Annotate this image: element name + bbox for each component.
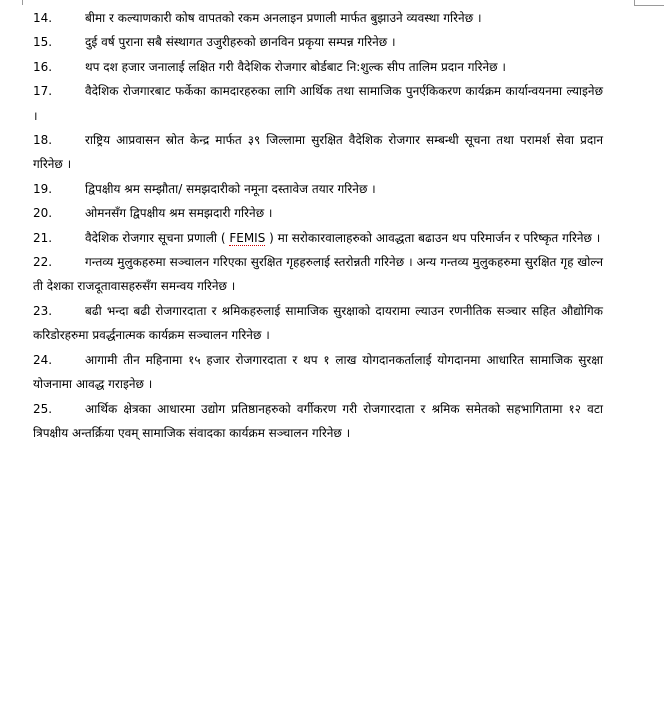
list-item <box>33 397 603 446</box>
item-number: 24. <box>33 352 53 367</box>
femis-highlight: FEMIS <box>229 230 266 245</box>
item-number: 20. <box>33 206 53 221</box>
list-item <box>33 299 603 348</box>
list-item <box>33 177 603 201</box>
item-number: 17. <box>33 84 53 99</box>
item-number: 22. <box>33 255 53 270</box>
item-number: 21. <box>33 230 53 245</box>
list-item <box>33 30 603 54</box>
list-item <box>33 79 603 128</box>
item-text: राष्ट्रिय आप्रवासन स्रोत केन्द्र मार्फत ३९ जिल्लामा सुरक्षित वैदेशिक रोजगार सम्बन्धी सूचना तथा परामर्श सेवा प्रदान गरिनेछ । <box>33 133 603 172</box>
item-text: द्विपक्षीय श्रम सम्झौता/ समझदारीको नमूना दस्तावेज तयार गरिनेछ । <box>85 181 376 196</box>
item-text: आर्थिक क्षेत्रका आधारमा उद्योग प्रतिष्ठानहरुको वर्गीकरण गरी रोजगारदाता र श्रमिक समेतको सहभागितामा १२ वटा त्रिपक्षीय अन्तर्क्रिया एवम् सामाजिक संवादका कार्यक्रम सञ्चालन गरिनेछ । <box>33 401 603 440</box>
item-text: दुई वर्ष पुराना सबै संस्थागत उजुरीहरुको छानविन प्रकृया सम्पन्न गरिनेछ । <box>85 35 396 50</box>
list-item <box>33 250 603 299</box>
item-text: ओमनसँग द्विपक्षीय श्रम समझदारी गरिनेछ । <box>85 206 273 221</box>
item-text: गन्तव्य मुलुकहरुमा सञ्चालन गरिएका सुरक्षित गृहहरुलाई स्तरोन्नती गरिनेछ । अन्य गन्तव्य मुलुकहरुमा सुरक्षित गृह खोल्न ती देशका राजदूतावासहरुसँग समन्वय गरिनेछ । <box>33 255 603 294</box>
item-text-after: ) मा सरोकारवालाहरुको आवद्धता बढाउन थप परिमार्जन र परिष्कृत गरिनेछ । <box>265 230 601 245</box>
list-item <box>33 226 603 250</box>
list-item <box>33 348 603 397</box>
list-item <box>33 55 603 79</box>
item-number: 25. <box>33 401 53 416</box>
item-text-before: वैदेशिक रोजगार सूचना प्रणाली ( <box>85 230 230 245</box>
item-number: 16. <box>33 59 53 74</box>
item-text: बीमा र कल्याणकारी कोष वापतको रकम अनलाइन प्रणाली मार्फत बुझाउने व्यवस्था गरिनेछ । <box>85 11 482 25</box>
item-number: 23. <box>33 303 53 318</box>
page-margin-marker-top <box>634 5 664 6</box>
page-margin-marker-left <box>22 0 23 5</box>
document-page <box>33 6 603 445</box>
list-item <box>33 201 603 225</box>
item-text: थप दश हजार जनालाई लक्षित गरी वैदेशिक रोजगार बोर्डबाट नि:शुल्क सीप तालिम प्रदान गरिनेछ । <box>85 59 506 74</box>
item-number: 19. <box>33 181 53 196</box>
item-number: 15. <box>33 35 53 50</box>
list-item <box>33 128 603 177</box>
item-text: वैदेशिक रोजगारबाट फर्केका कामदारहरुका लागि आर्थिक तथा सामाजिक पुनर्एकिकरण कार्यक्रम कार्यान्वयनमा ल्याइनेछ । <box>33 84 603 123</box>
item-text: बढी भन्दा बढी रोजगारदाता र श्रमिकहरुलाई सामाजिक सुरक्षाको दायरामा ल्याउन रणनीतिक सञ्चार सहित औद्योगिक करिडोरहरुमा प्रवर्द्धनात्मक कार्यक्रम सञ्चालन गरिनेछ । <box>33 303 603 343</box>
item-text: आगामी तीन महिनामा १५ हजार रोजगारदाता र थप १ लाख योगदानकर्तालाई योगदानमा आधारित सामाजिक सुरक्षा योजनामा आवद्ध गराइनेछ । <box>33 352 603 392</box>
item-number: 18. <box>33 133 53 148</box>
list-item <box>33 6 603 30</box>
item-number: 14. <box>33 11 53 25</box>
